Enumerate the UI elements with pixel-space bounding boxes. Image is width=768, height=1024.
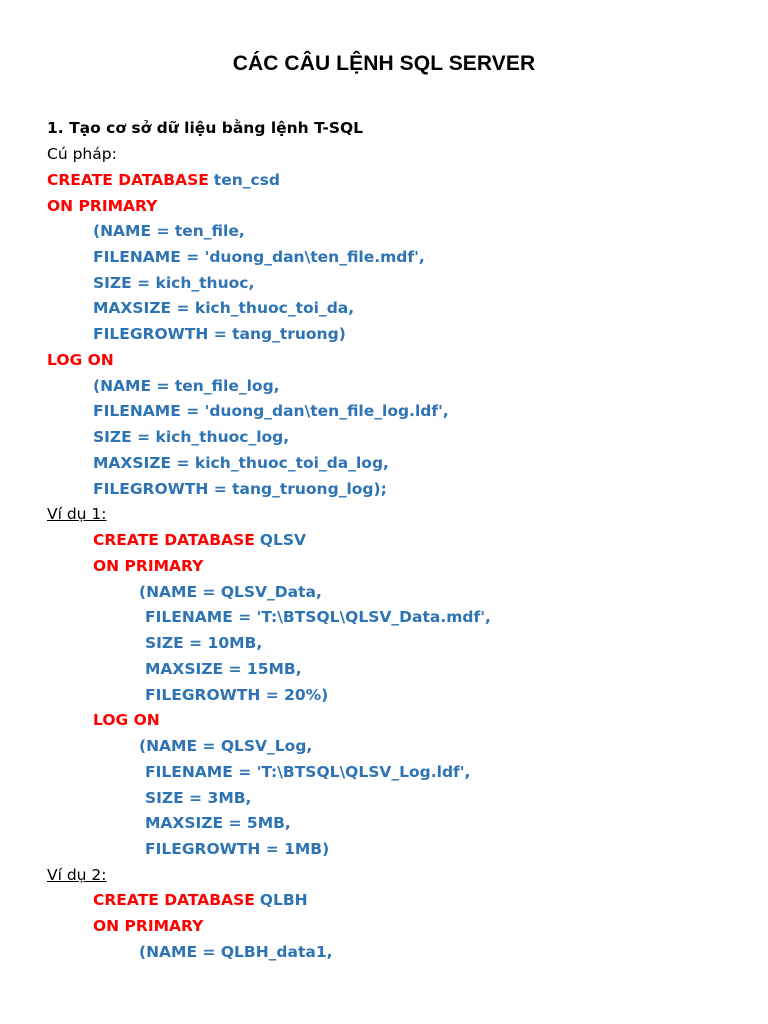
code-line: FILEGROWTH = 20%) <box>145 686 329 704</box>
code-line: SIZE = kich_thuoc_log, <box>93 428 290 446</box>
create-keyword: CREATE DATABASE <box>93 531 255 549</box>
code-line: SIZE = 3MB, <box>145 789 252 807</box>
code-line: MAXSIZE = kich_thuoc_toi_da, <box>93 299 355 317</box>
code-line: (NAME = ten_file_log, <box>93 377 280 395</box>
db-name: QLBH <box>259 891 308 909</box>
code-line: SIZE = kich_thuoc, <box>93 274 255 292</box>
code-line: FILEGROWTH = 1MB) <box>145 840 330 858</box>
on-primary-keyword: ON PRIMARY <box>93 557 204 575</box>
log-on-keyword: LOG ON <box>93 711 160 729</box>
example-label: Ví dụ 2: <box>47 866 107 884</box>
code-line: MAXSIZE = 5MB, <box>145 814 291 832</box>
section-heading: 1. Tạo cơ sở dữ liệu bằng lệnh T-SQL <box>47 119 364 137</box>
code-line: MAXSIZE = kich_thuoc_toi_da_log, <box>93 454 389 472</box>
on-primary-keyword: ON PRIMARY <box>47 197 158 215</box>
code-line: (NAME = QLSV_Data, <box>139 583 322 601</box>
code-line: FILEGROWTH = tang_truong_log); <box>93 480 387 498</box>
code-line: (NAME = ten_file, <box>93 222 245 240</box>
syntax-create-line <box>47 170 280 190</box>
code-line: FILENAME = 'T:\BTSQL\QLSV_Log.ldf', <box>145 763 471 781</box>
code-line: MAXSIZE = 15MB, <box>145 660 302 678</box>
code-line: FILENAME = 'duong_dan\ten_file.mdf', <box>93 248 425 266</box>
example-label: Ví dụ 1: <box>47 505 107 523</box>
create-keyword: CREATE DATABASE <box>47 171 209 189</box>
on-primary-keyword: ON PRIMARY <box>93 917 204 935</box>
code-line: FILEGROWTH = tang_truong) <box>93 325 346 343</box>
log-on-keyword: LOG ON <box>47 351 114 369</box>
code-line: FILENAME = 'T:\BTSQL\QLSV_Data.mdf', <box>145 608 491 626</box>
example1-create-line <box>93 530 306 550</box>
db-name: ten_csd <box>213 171 280 189</box>
code-line: FILENAME = 'duong_dan\ten_file_log.ldf', <box>93 402 449 420</box>
code-line: SIZE = 10MB, <box>145 634 263 652</box>
db-name: QLSV <box>259 531 306 549</box>
code-line: (NAME = QLBH_data1, <box>139 943 333 961</box>
code-line: (NAME = QLSV_Log, <box>139 737 313 755</box>
create-keyword: CREATE DATABASE <box>93 891 255 909</box>
syntax-label: Cú pháp: <box>47 145 117 163</box>
example2-create-line <box>93 890 308 910</box>
page-title: CÁC CÂU LỆNH SQL SERVER <box>232 52 536 75</box>
